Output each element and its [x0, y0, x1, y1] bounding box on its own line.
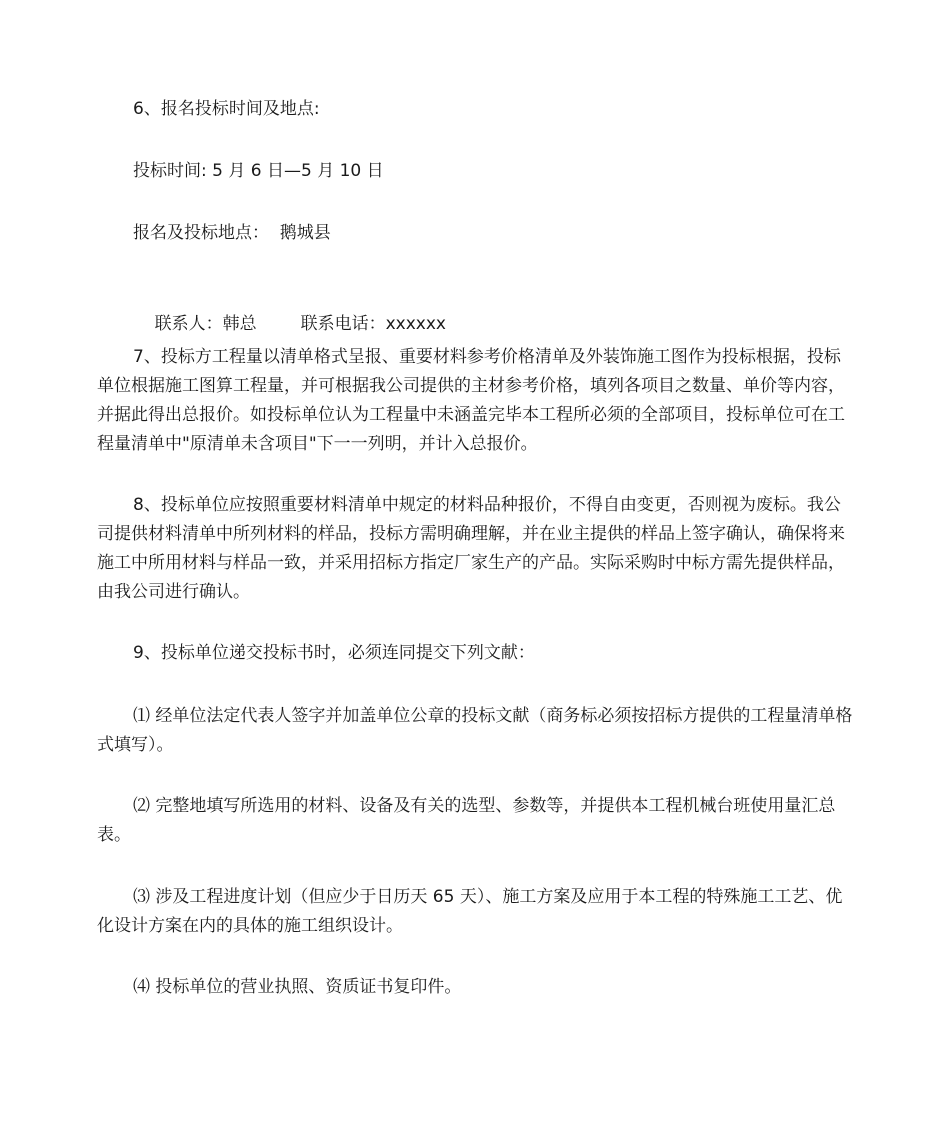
bid-location: 报名及投标地点： 鹅城县 [133, 223, 331, 243]
contact-person: 联系人：韩总 [154, 314, 257, 334]
contact-phone: 联系电话：xxxxxx [300, 314, 446, 334]
item6-heading: 6、报名投标时间及地点: [133, 99, 320, 119]
sub-item-3: ⑶ 涉及工程进度计划（但应少于日历天 65 天）、施工方案及应用于本工程的特殊施工工艺、优化设计方案在内的具体的施工组织设计。 [97, 887, 843, 936]
sub-item-4: ⑷ 投标单位的营业执照、资质证书复印件。 [133, 977, 462, 997]
bid-time: 投标时间: 5 月 6 日—5 月 10 日 [133, 161, 384, 181]
item8-paragraph: 8、投标单位应按照重要材料清单中规定的材料品种报价，不得自由变更，否则视为废标。我公司提供材料清单中所列材料的样品，投标方需明确理解，并在业主提供的样品上签字确认，确保将来施工中所用材料与样品一致，并采用招标方指定厂家生产的产品。实际采购时中标方需先提供样品，由我公司进行确认。 [97, 495, 845, 602]
item9-heading: 9、投标单位递交投标书时，必须连同提交下列文献： [133, 643, 535, 663]
sub-item-1: ⑴ 经单位法定代表人签字并加盖单位公章的投标文献（商务标必须按招标方提供的工程量清单格式填写）。 [97, 706, 853, 755]
sub-item-2: ⑵ 完整地填写所选用的材料、设备及有关的选型、参数等，并提供本工程机械台班使用量汇总表。 [97, 796, 836, 845]
item7-paragraph: 7、投标方工程量以清单格式呈报、重要材料参考价格清单及外装饰施工图作为投标根据，投标单位根据施工图算工程量，并可根据我公司提供的主材参考价格，填列各项目之数量、单价等内容，并据此得出总报价。如投标单位认为工程量中未涵盖完毕本工程所必须的全部项目，投标单位可在工程量清单中"原清单未含项目"下一一列明，并计入总报价。 [97, 347, 845, 454]
